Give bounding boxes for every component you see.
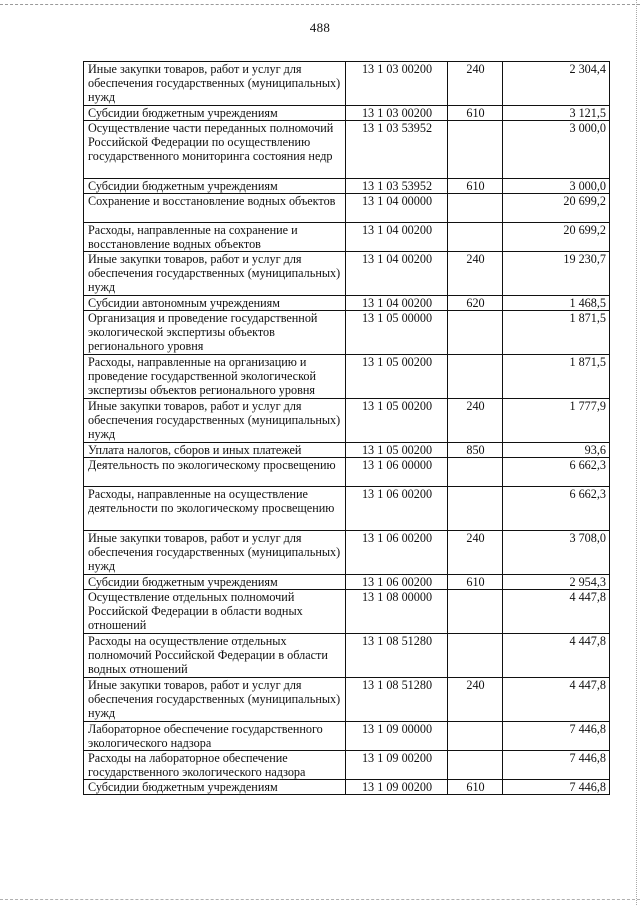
cell-expense-type: 850 (448, 443, 503, 458)
cell-expense-type: 240 (448, 399, 503, 443)
cell-name: Субсидии бюджетным учреждениям (84, 179, 346, 194)
cell-expense-type: 240 (448, 252, 503, 296)
cell-target-code: 13 1 04 00000 (346, 194, 448, 223)
cell-name: Расходы, направленные на организацию и проведение государственной экологической экспертизы объектов регионального уровня (84, 355, 346, 399)
cell-name: Субсидии бюджетным учреждениям (84, 106, 346, 121)
cell-expense-type (448, 311, 503, 355)
cell-expense-type (448, 458, 503, 487)
table-row (84, 252, 610, 296)
cell-target-code: 13 1 04 00200 (346, 223, 448, 252)
table-row (84, 223, 610, 252)
cell-expense-type: 620 (448, 296, 503, 311)
cell-amount: 6 662,3 (503, 458, 610, 487)
cell-target-code: 13 1 03 00200 (346, 62, 448, 106)
cell-name: Организация и проведение государственной экологической экспертизы объектов регионального уровня (84, 311, 346, 355)
cell-target-code: 13 1 06 00200 (346, 531, 448, 575)
scan-edge-right (636, 0, 638, 905)
cell-target-code: 13 1 06 00200 (346, 487, 448, 531)
cell-amount: 3 708,0 (503, 531, 610, 575)
scan-edge-bottom (0, 899, 640, 901)
cell-amount: 20 699,2 (503, 194, 610, 223)
table-row (84, 722, 610, 751)
table-row (84, 62, 610, 106)
cell-amount: 4 447,8 (503, 590, 610, 634)
cell-amount: 2 954,3 (503, 575, 610, 590)
cell-expense-type (448, 590, 503, 634)
cell-name: Субсидии автономным учреждениям (84, 296, 346, 311)
table-row (84, 121, 610, 179)
cell-target-code: 13 1 04 00200 (346, 252, 448, 296)
cell-name: Иные закупки товаров, работ и услуг для обеспечения государственных (муниципальных) нужд (84, 399, 346, 443)
cell-expense-type (448, 722, 503, 751)
cell-name: Уплата налогов, сборов и иных платежей (84, 443, 346, 458)
cell-name: Иные закупки товаров, работ и услуг для обеспечения государственных (муниципальных) нужд (84, 252, 346, 296)
cell-name: Расходы на осуществление отдельных полномочий Российской Федерации в области водных отношений (84, 634, 346, 678)
table-row (84, 678, 610, 722)
scan-edge-top (0, 4, 640, 6)
cell-target-code: 13 1 05 00200 (346, 355, 448, 399)
cell-target-code: 13 1 09 00200 (346, 751, 448, 780)
table-row (84, 590, 610, 634)
table-row (84, 487, 610, 531)
cell-name: Иные закупки товаров, работ и услуг для обеспечения государственных (муниципальных) нужд (84, 678, 346, 722)
table-row (84, 194, 610, 223)
cell-name: Расходы, направленные на сохранение и восстановление водных объектов (84, 223, 346, 252)
budget-table (83, 61, 610, 795)
cell-amount: 2 304,4 (503, 62, 610, 106)
table-row (84, 458, 610, 487)
cell-amount: 93,6 (503, 443, 610, 458)
table-row (84, 780, 610, 795)
cell-name: Осуществление отдельных полномочий Российской Федерации в области водных отношений (84, 590, 346, 634)
cell-amount: 7 446,8 (503, 722, 610, 751)
cell-target-code: 13 1 09 00200 (346, 780, 448, 795)
cell-target-code: 13 1 03 00200 (346, 106, 448, 121)
budget-table-body (84, 62, 610, 795)
cell-name: Лабораторное обеспечение государственного экологического надзора (84, 722, 346, 751)
cell-amount: 6 662,3 (503, 487, 610, 531)
table-row (84, 443, 610, 458)
cell-amount: 4 447,8 (503, 678, 610, 722)
cell-amount: 1 777,9 (503, 399, 610, 443)
cell-target-code: 13 1 08 51280 (346, 678, 448, 722)
cell-expense-type: 610 (448, 179, 503, 194)
table-row (84, 634, 610, 678)
cell-expense-type: 240 (448, 678, 503, 722)
cell-name: Субсидии бюджетным учреждениям (84, 780, 346, 795)
cell-amount: 1 871,5 (503, 355, 610, 399)
cell-name: Иные закупки товаров, работ и услуг для обеспечения государственных (муниципальных) нужд (84, 62, 346, 106)
cell-target-code: 13 1 09 00000 (346, 722, 448, 751)
cell-amount: 7 446,8 (503, 751, 610, 780)
table-row (84, 179, 610, 194)
cell-name: Иные закупки товаров, работ и услуг для обеспечения государственных (муниципальных) нужд (84, 531, 346, 575)
cell-amount: 7 446,8 (503, 780, 610, 795)
table-row (84, 296, 610, 311)
cell-expense-type (448, 194, 503, 223)
cell-amount: 3 121,5 (503, 106, 610, 121)
cell-expense-type: 610 (448, 780, 503, 795)
table-row (84, 106, 610, 121)
cell-expense-type: 240 (448, 62, 503, 106)
cell-name: Расходы на лабораторное обеспечение государственного экологического надзора (84, 751, 346, 780)
cell-target-code: 13 1 03 53952 (346, 121, 448, 179)
cell-expense-type: 240 (448, 531, 503, 575)
cell-name: Осуществление части переданных полномочий Российской Федерации по осуществлению государственного мониторинга состояния недр (84, 121, 346, 179)
cell-amount: 3 000,0 (503, 179, 610, 194)
cell-expense-type (448, 355, 503, 399)
cell-amount: 20 699,2 (503, 223, 610, 252)
cell-name: Сохранение и восстановление водных объектов (84, 194, 346, 223)
table-row (84, 575, 610, 590)
cell-target-code: 13 1 08 00000 (346, 590, 448, 634)
cell-amount: 19 230,7 (503, 252, 610, 296)
table-row (84, 751, 610, 780)
cell-expense-type (448, 634, 503, 678)
page-number: 488 (309, 20, 331, 35)
table-row (84, 531, 610, 575)
cell-target-code: 13 1 06 00000 (346, 458, 448, 487)
table-row (84, 399, 610, 443)
table-row (84, 311, 610, 355)
cell-expense-type (448, 487, 503, 531)
cell-expense-type: 610 (448, 106, 503, 121)
cell-expense-type (448, 751, 503, 780)
table-row (84, 355, 610, 399)
cell-amount: 3 000,0 (503, 121, 610, 179)
cell-expense-type (448, 121, 503, 179)
cell-expense-type: 610 (448, 575, 503, 590)
cell-amount: 1 468,5 (503, 296, 610, 311)
cell-target-code: 13 1 05 00000 (346, 311, 448, 355)
cell-target-code: 13 1 04 00200 (346, 296, 448, 311)
cell-name: Деятельность по экологическому просвещению (84, 458, 346, 487)
cell-name: Расходы, направленные на осуществление деятельности по экологическому просвещению (84, 487, 346, 531)
cell-target-code: 13 1 06 00200 (346, 575, 448, 590)
cell-expense-type (448, 223, 503, 252)
cell-target-code: 13 1 05 00200 (346, 443, 448, 458)
cell-name: Субсидии бюджетным учреждениям (84, 575, 346, 590)
cell-amount: 1 871,5 (503, 311, 610, 355)
cell-target-code: 13 1 05 00200 (346, 399, 448, 443)
cell-target-code: 13 1 08 51280 (346, 634, 448, 678)
cell-target-code: 13 1 03 53952 (346, 179, 448, 194)
cell-amount: 4 447,8 (503, 634, 610, 678)
